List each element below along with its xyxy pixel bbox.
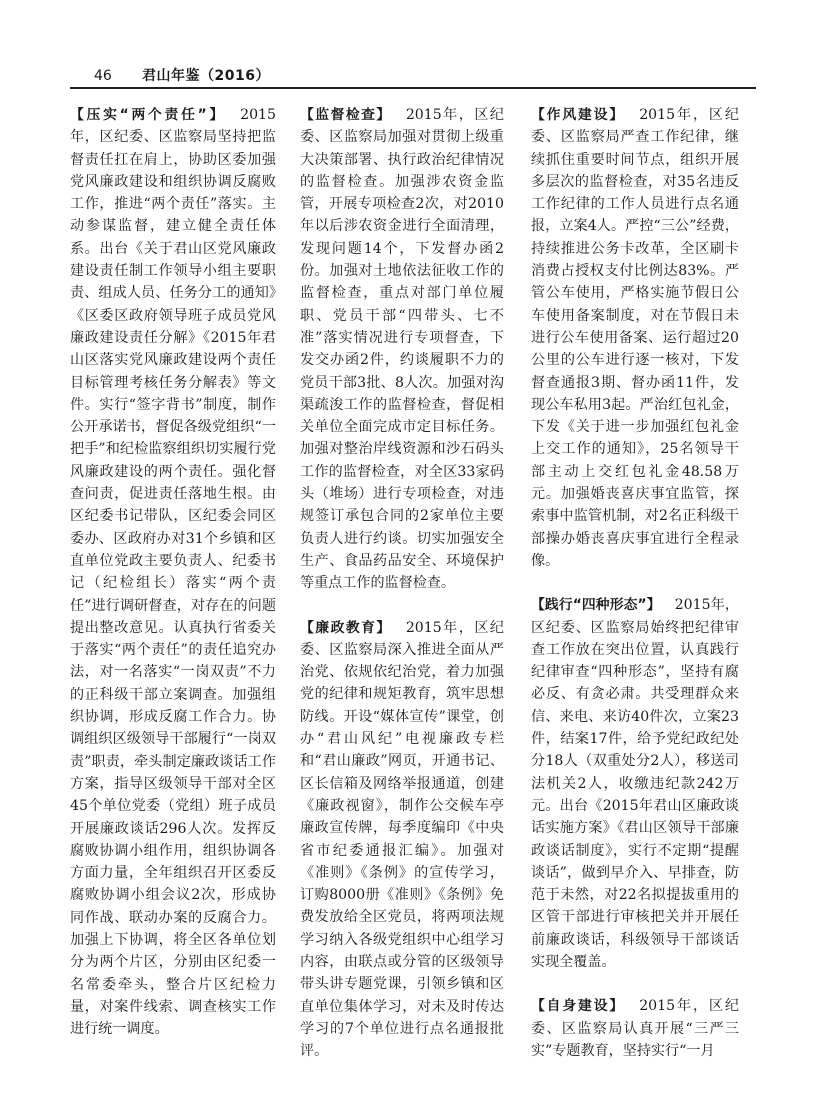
section-title: 【作风建设】 (531, 107, 626, 123)
section-title: 【压实“两个责任”】 (70, 107, 227, 123)
section-four-forms (531, 594, 739, 973)
text-column-1 (70, 104, 276, 1040)
section-body: 2015年，区纪委、区监察局深入推进全面从严治党、依规依纪治党，着力加强党的纪律和规矩教育，筑牢思想防线。开设“媒体宣传”课堂，创办“君山风纪”电视廉政专栏和“君山廉政”网页，开通书记、区长信箱及网络举报通道，创建《廉政视窗》，制作公交候车亭廉政宣传牌，每季度编印《中央省市纪委通报汇编》。加强对《准则》《条例》的宣传学习，订购8000册《准则》《条例》免费发放给全区党员，将两项法规学习纳入各级党组织中心组学习内容，由联点或分管的区级领导带头讲专题党课，引领乡镇和区直单位集体学习，对未及时传达学习的7个单位进行点名通报批评。 (300, 619, 505, 1060)
section-press-two-responsibilities (70, 104, 276, 1040)
section-title: 【监督检查】 (300, 107, 392, 123)
section-integrity-education (300, 617, 504, 1063)
text-column-3 (531, 104, 739, 1062)
page-number: 46 (94, 68, 112, 84)
section-body: 2015年，区纪委、区监察局严查工作纪律，继续抓住重要时间节点，组织开展多层次的监督检查，对35名违反工作纪律的工作人员进行点名通报，立案4人。严控“三公”经费，持续推进公务卡改革，全区刷卡消费占授权支付比例达83%。严管公车使用，严格实施节假日公车使用备案制度，对在节假日未进行公车使用备案、运行超过20公里的公车进行逐一核对，下发督查通报3期、督办函11件，发现公车私用3起。严治红包礼金，下发《关于进一步加强红包礼金上交工作的通知》，25名领导干部主动上交红包礼金48.58万元。加强婚丧喜庆事宜监管，探索事中监管机制，对2名正科级干部操办婚丧喜庆事宜进行全程录像。 (531, 107, 739, 569)
section-body: 2015年，区纪委、区监察局认真开展“三严三实”专题教育，坚持实行“一月 (531, 998, 739, 1059)
header-rule (70, 87, 756, 89)
section-title: 【自身建设】 (531, 998, 626, 1015)
section-title: 【廉政教育】 (300, 619, 392, 636)
section-body: 2015年，区纪委、区监察局坚持把监督责任扛在肩上，协助区委加强党风廉政建设和组织协调反腐败工作，推进“两个责任”落实。主动参谋监督，建立健全责任体系。出台《关于君山区党风廉政建设责任制工作领导小组主要职责、组成人员、任务分工的通知》《区委区政府领导班子成员党风廉政建设责任分解》《2015年君山区落实党风廉政建设两个责任目标管理考核任务分解表》等文件。实行“签字背书”制度，制作公开承诺书，督促各级党组织“一把手”和纪检监察组织切实履行党风廉政建设的两个责任。强化督查问责，促进责任落地生根。由区纪委书记带队，区纪委会同区委办、区政府办对31个乡镇和区直单位党政主要负责人、纪委书记（纪检组长）落实“两个责任”进行调研督查，对存在的问题提出整改意见。认真执行省委关于落实“两个责任”的责任追究办法，对一名落实“一岗双责”不力的正科级干部立案调查。加强组织协调，形成反腐工作合力。协调组织区级领导干部履行“一岗双责”职责，牵头制定廉政谈话工作方案，指导区级领导干部对全区45个单位党委（党组）班子成员开展廉政谈话296人次。发挥反腐败协调小组作用，组织协调各方面力量，全年组织召开区委反腐败协调小组会议2次，形成协同作战、联动办案的反腐合力。加强上下协调，将全区各单位划分为两个片区，分别由区纪委一名常委牵头，整合片区纪检力量，对案件线索、调查核实工作进行统一调度。 (70, 107, 276, 1038)
section-body: 2015年，区纪委、区监察局始终把纪律审查工作放在突出位置，认真践行纪律审查“四种形态”，坚持有腐必反、有贪必肃。共受理群众来信、来电、来访40件次，立案23件，结案17件，给予党纪政纪处分18人（双重处分2人），移送司法机关2人，收缴违纪款242万元。出台《2015年君山区廉政谈话实施方案》《君山区领导干部廉政谈话制度》，实行不定期“提醒谈话”，做到早介入、早排查，防范于未然，对22名拟提拔重用的区管干部进行审核把关并开展任前廉政谈话，科级领导干部谈话实现全覆盖。 (531, 597, 739, 970)
section-supervision-inspection (300, 104, 504, 595)
section-self-building (531, 995, 739, 1062)
section-body: 2015年，区纪委、区监察局加强对贯彻上级重大决策部署、执行政治纪律情况的监督检查。加强涉农资金监管，开展专项检查2次，对2010年以后涉农资金进行全面清理，发现问题14个，下发督办函2份。加强对土地依法征收工作的监督检查，重点对部门单位履职、党员干部“四带头、七不准”落实情况进行专项督查，下发交办函2件，约谈履职不力的党员干部3批、8人次。加强对沟渠疏浚工作的监督检查，督促相关单位全面完成市定目标任务。加强对整治岸线资源和沙石码头工作的监督检查，对全区33家码头（堆场）进行专项检查，对违规签订承包合同的2家单位主要负责人进行约谈。切实加强安全生产、食品药品安全、环境保护等重点工作的监督检查。 (300, 107, 505, 592)
book-title: 君山年鉴（2016） (142, 68, 270, 84)
text-column-2 (300, 104, 504, 1062)
section-title: 【践行“四种形态”】 (531, 597, 661, 614)
section-work-style (531, 104, 739, 572)
